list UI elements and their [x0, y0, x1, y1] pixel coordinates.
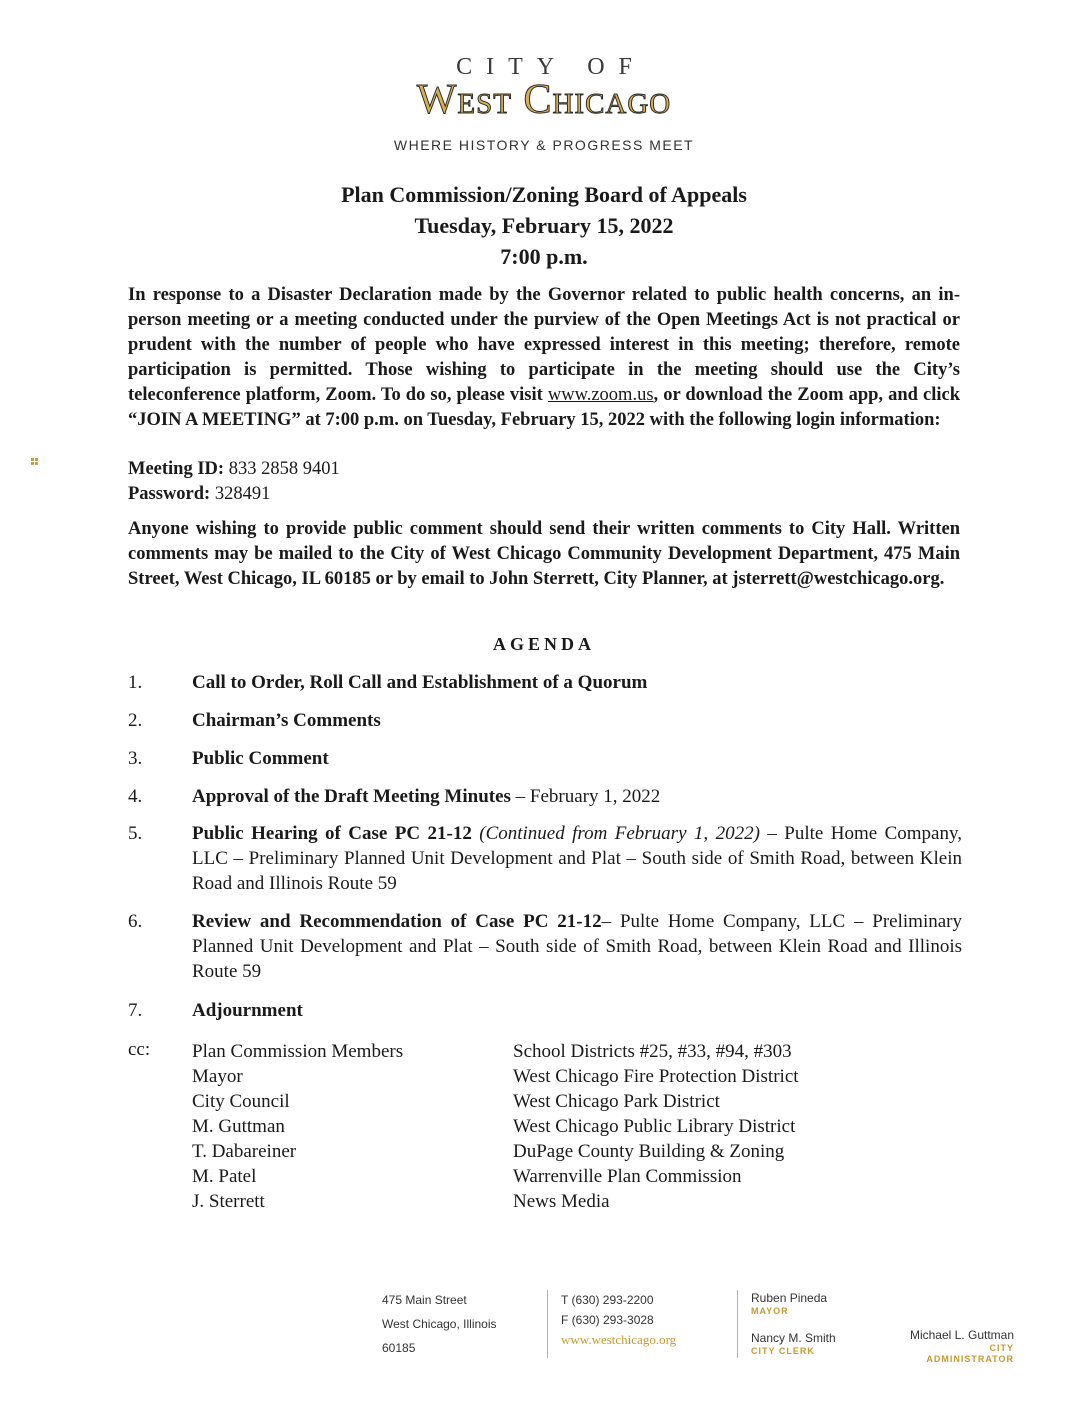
- letterhead-city-of: CITY OF: [456, 54, 646, 80]
- notice-text: In response to a Disaster Declaration made by the Governor related to public health concerns, an in-person meeting or a meeting conducted under the purview of the Open Meetings Act is not practical or prudent with the number of people who have expressed interest in this meeting; therefore, remote participation is permitted. Those wishing to participate in the meeting should use the City’s teleconference platform, Zoom. To do so, please visit: [128, 285, 960, 405]
- footer-website-link[interactable]: www.westchicago.org: [561, 1332, 677, 1347]
- agenda-item-body: [192, 998, 962, 1023]
- remote-participation-notice: [128, 283, 960, 433]
- agenda-item-body: [192, 746, 962, 771]
- cc-recipient: T. Dabareiner: [192, 1141, 297, 1162]
- administrator-name: Michael L. Guttman: [909, 1328, 1014, 1342]
- cc-recipient: News Media: [513, 1191, 610, 1212]
- agenda-item-title: Chairman’s Comments: [192, 710, 381, 731]
- agenda-item-number: 2.: [128, 710, 143, 731]
- cc-recipient: School Districts #25, #33, #94, #303: [513, 1041, 792, 1062]
- letterhead-tagline: WHERE HISTORY & PROGRESS MEET: [393, 137, 695, 153]
- cc-recipient: Mayor: [192, 1066, 243, 1087]
- agenda-item-number: 7.: [128, 1000, 143, 1021]
- footer-fax: F (630) 293-3028: [561, 1313, 654, 1327]
- agenda-item-body: [192, 670, 962, 695]
- footer-address: [382, 1290, 497, 1358]
- meeting-time: 7:00 p.m.: [500, 244, 588, 269]
- agenda-item-number: 6.: [128, 911, 143, 932]
- agenda-item-number: 1.: [128, 672, 143, 693]
- agenda-item-title: Review and Recommendation of Case PC 21-12: [192, 911, 602, 932]
- footer-phone: T (630) 293-2200: [561, 1293, 654, 1307]
- agenda-item-body: [192, 708, 962, 733]
- mayor-title: MAYOR: [751, 1306, 789, 1316]
- agenda-item-number: 5.: [128, 823, 143, 844]
- cc-label: cc:: [128, 1039, 151, 1060]
- cc-recipient: Plan Commission Members: [192, 1041, 404, 1062]
- meeting-date: Tuesday, February 15, 2022: [414, 213, 674, 238]
- password-label: Password:: [128, 484, 211, 504]
- agenda-item-detail: – Pulte Home Company, LLC – Preliminary Planned Unit Development and Plat – South side of Smith Road, between Klein Road and Illinois Route 59: [192, 911, 962, 982]
- clerk-name: Nancy M. Smith: [751, 1331, 836, 1345]
- agenda-item-body: [192, 784, 962, 809]
- cc-recipient: West Chicago Park District: [513, 1091, 720, 1112]
- agenda-item-title: Public Hearing of Case PC 21-12: [192, 823, 472, 844]
- agenda-item-title: Approval of the Draft Meeting Minutes: [192, 786, 511, 807]
- footer-divider: [737, 1290, 738, 1358]
- administrator-title: CITY ADMINISTRATOR: [926, 1343, 1014, 1364]
- footer-address-line: 475 Main Street: [382, 1293, 467, 1307]
- footer-address-line: 60185: [382, 1341, 416, 1355]
- cc-recipient: M. Guttman: [192, 1116, 285, 1137]
- footer-contact: [561, 1290, 676, 1350]
- cc-recipient: Warrenville Plan Commission: [513, 1166, 742, 1187]
- footer-administrator: [899, 1327, 1014, 1365]
- cc-recipient: M. Patel: [192, 1166, 257, 1187]
- letterhead-city-name: West Chicago: [416, 77, 672, 123]
- agenda-title: AGENDA: [492, 634, 595, 654]
- agenda-item-body: [192, 821, 962, 896]
- cc-list-right: [513, 1039, 799, 1214]
- meeting-id-label: Meeting ID:: [128, 459, 225, 479]
- password-line: [128, 484, 270, 505]
- agenda-item-number: 4.: [128, 786, 143, 807]
- cc-recipient: City Council: [192, 1091, 290, 1112]
- notice-text-continued: , or download the Zoom app, and click “JOIN A MEETING” at 7:00 p.m. on Tuesday, February 15, 2022 with the following login information:: [128, 385, 960, 430]
- agenda-item-title: Public Comment: [192, 748, 329, 769]
- clerk-title: CITY CLERK: [751, 1346, 815, 1356]
- footer-address-line: West Chicago, Illinois: [382, 1317, 497, 1331]
- footer-officials: [751, 1290, 836, 1357]
- agenda-item-body: [192, 909, 962, 984]
- password-value: 328491: [214, 484, 271, 504]
- agenda-item-detail: – Pulte Home Company, LLC – Preliminary Planned Unit Development and Plat – South side of Smith Road, between Klein Road and Illinois Route 59: [192, 823, 962, 894]
- meeting-body-title: Plan Commission/Zoning Board of Appeals: [341, 182, 747, 207]
- agenda-item-title: Call to Order, Roll Call and Establishment of a Quorum: [192, 672, 648, 693]
- cc-list-left: [192, 1039, 403, 1214]
- public-comment-notice: Anyone wishing to provide public comment should send their written comments to City Hall. Written comments may be mailed to the City of West Chicago Community Development Department, 475 Main Street, West Chicago, IL 60185 or by email to John Sterrett, City Planner, at jsterrett@westchicago.org.: [128, 519, 960, 589]
- agenda-item-detail: – February 1, 2022: [510, 786, 661, 807]
- cc-recipient: West Chicago Public Library District: [513, 1116, 796, 1137]
- footer-divider: [547, 1290, 548, 1358]
- meeting-id-value: 833 2858 9401: [228, 459, 340, 479]
- cc-recipient: J. Sterrett: [192, 1191, 265, 1212]
- scan-mark-icon: [31, 458, 38, 465]
- mayor-name: Ruben Pineda: [751, 1291, 828, 1305]
- agenda-item-number: 3.: [128, 748, 143, 769]
- agenda-item-title: Adjournment: [192, 1000, 303, 1021]
- agenda-item-note: (Continued from February 1, 2022): [471, 823, 760, 844]
- cc-recipient: West Chicago Fire Protection District: [513, 1066, 799, 1087]
- zoom-link[interactable]: www.zoom.us: [547, 385, 654, 405]
- meeting-id-line: [128, 459, 340, 480]
- cc-recipient: DuPage County Building & Zoning: [513, 1141, 785, 1162]
